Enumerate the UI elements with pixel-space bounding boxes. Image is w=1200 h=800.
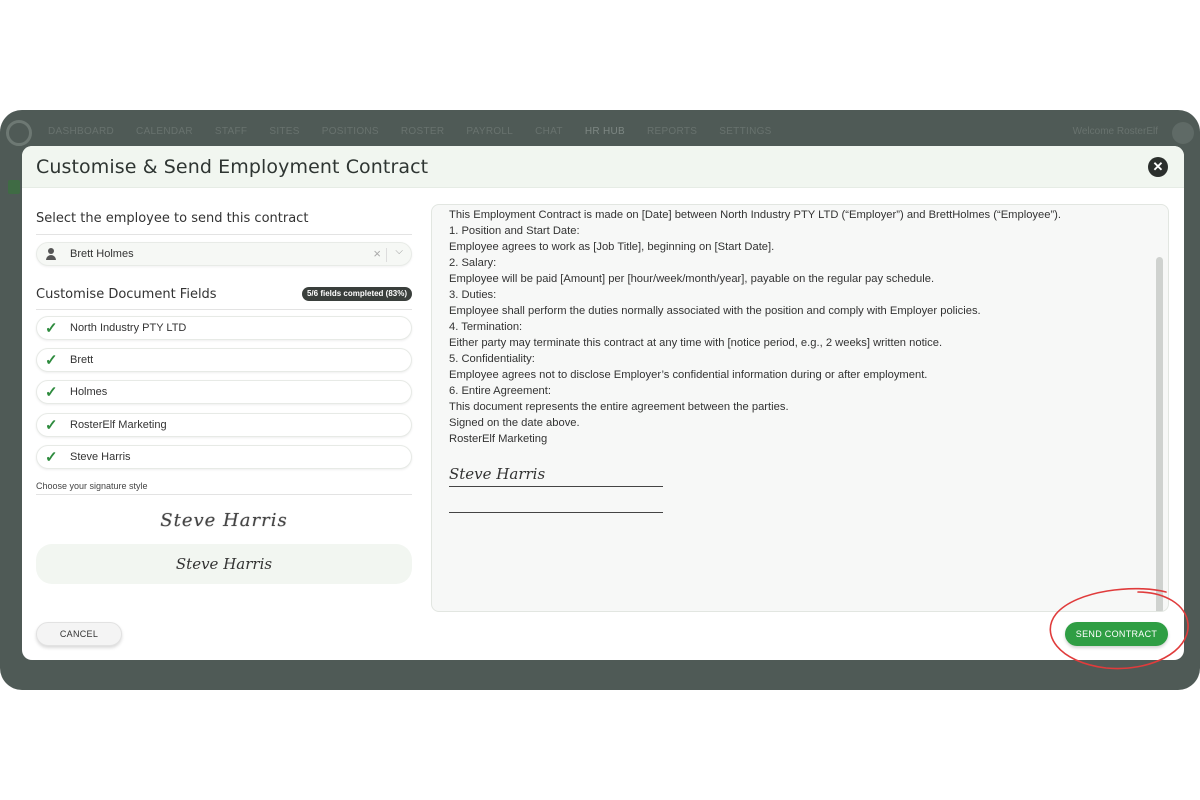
contract-line: 3. Duties: [449,289,497,301]
contract-line: This document represents the entire agreement between the parties. [449,401,789,413]
nav-item-chat[interactable]: CHAT [535,126,563,137]
contract-line: Employee agrees not to disclose Employer’s confidential information during or after employment. [449,369,928,381]
divider [36,309,412,310]
modal-header [22,146,1184,188]
nav-item-settings[interactable]: SETTINGS [719,126,772,137]
contract-line: RosterElf Marketing [449,433,548,445]
send-contract-button[interactable]: SEND CONTRACT [1065,622,1168,646]
nav-item-payroll[interactable]: PAYROLL [466,126,514,137]
nav-item-reports[interactable]: REPORTS [646,126,698,137]
field-value: Holmes [70,386,108,398]
chevron-down-icon[interactable]: ⌵ [395,246,403,257]
field-value: RosterElf Marketing [70,419,167,431]
field-value: Brett [70,354,94,366]
nav-item-staff[interactable]: STAFF [214,126,248,137]
app-logo-icon [6,120,32,146]
check-icon: ✓ [45,320,58,337]
avatar[interactable] [1172,122,1194,144]
cancel-button[interactable]: CANCEL [36,622,122,646]
contract-line: 1. Position and Start Date: [449,225,580,237]
nav-item-dashboard[interactable]: DASHBOARD [48,126,115,137]
contract-line: 5. Confidentiality: [449,353,535,365]
field-last-name[interactable] [36,380,412,404]
document-fields-label: Customise Document Fields [36,287,217,302]
check-icon: ✓ [45,352,58,369]
field-first-name[interactable] [36,348,412,372]
signature-option-ornate[interactable]: Steve Harris [160,510,288,531]
contract-signature: Steve Harris [449,461,663,487]
welcome-text: Welcome RosterElf [1072,126,1158,137]
divider [36,494,412,495]
scrollbar[interactable] [1156,257,1163,612]
nav-item-calendar[interactable]: CALENDAR [136,126,193,137]
employee-select-label: Select the employee to send this contract [36,211,309,226]
field-employer-name[interactable] [36,316,412,340]
field-company[interactable] [36,413,412,437]
contract-line: Either party may terminate this contract at any time with [notice period, e.g., 2 weeks] written notice. [449,337,943,349]
modal-title: Customise & Send Employment Contract [36,156,429,178]
nav-item-hr-hub[interactable]: HR HUB [584,126,625,137]
field-value: North Industry PTY LTD [70,322,187,334]
status-badge: 5/6 fields completed (83%) [302,287,412,301]
contract-line: Employee agrees to work as [Job Title], beginning on [Start Date]. [449,241,775,253]
signature-style-label: Choose your signature style [36,481,148,491]
field-value: Steve Harris [70,451,131,463]
contract-line: 6. Entire Agreement: [449,385,551,397]
select-divider [386,248,387,262]
signature-option-script[interactable]: Steve Harris [36,544,412,584]
contract-preview [431,204,1169,612]
field-signatory[interactable] [36,445,412,469]
close-icon[interactable]: ✕ [1148,157,1168,177]
contract-line: Signed on the date above. [449,417,580,429]
blank-signature-line [449,501,663,513]
contract-line: 2. Salary: [449,257,497,269]
contract-line: 4. Termination: [449,321,523,333]
contract-line: Employee will be paid [Amount] per [hour/week/month/year], payable on the regular pay schedule. [449,273,935,285]
employee-select-value: Brett Holmes [70,248,134,260]
nav-item-roster[interactable]: ROSTER [400,126,445,137]
check-icon: ✓ [45,449,58,466]
clear-icon[interactable]: × [373,246,381,261]
person-icon [45,248,57,260]
contract-line: This Employment Contract is made on [Date] between North Industry PTY LTD (“Employer”) and BrettHolmes (“Employee”). [449,209,1062,221]
nav-item-sites[interactable]: SITES [269,126,300,137]
nav-item-positions[interactable]: POSITIONS [321,126,379,137]
check-icon: ✓ [45,384,58,401]
divider [36,234,412,235]
contract-text [449,207,1159,447]
nav-items [48,126,794,137]
contract-line: Employee shall perform the duties normally associated with the position and comply with Employer policies. [449,305,981,317]
check-icon: ✓ [45,417,58,434]
sidebar-icon [8,180,20,194]
employee-select[interactable] [36,242,412,266]
contract-modal [22,146,1184,660]
